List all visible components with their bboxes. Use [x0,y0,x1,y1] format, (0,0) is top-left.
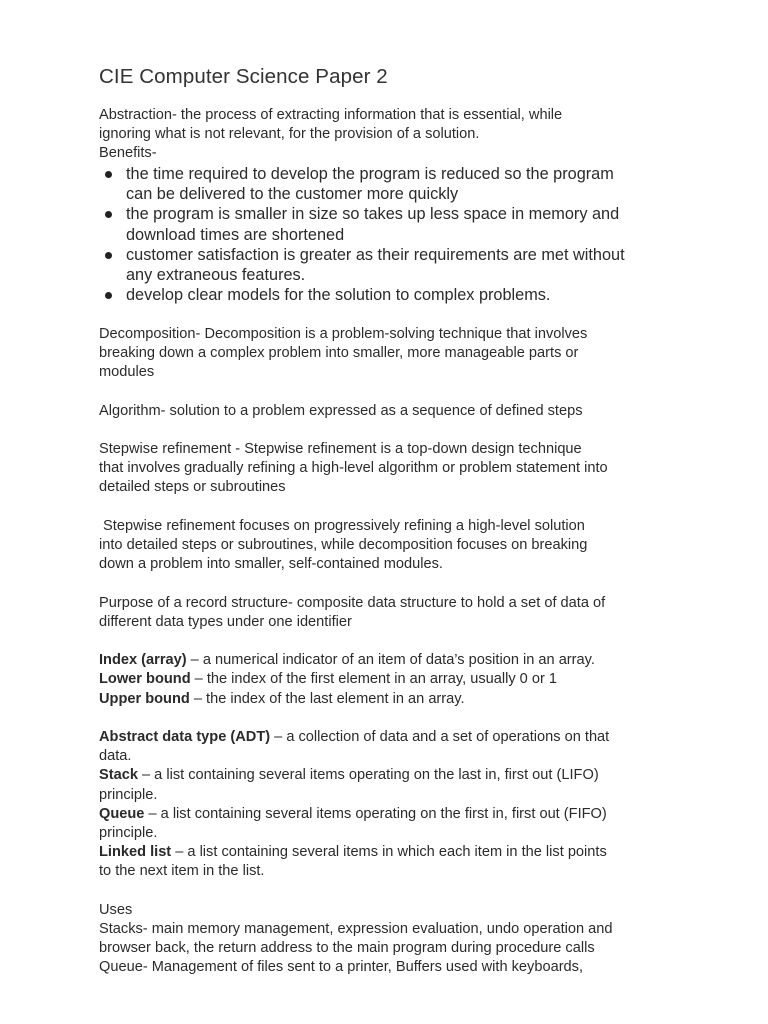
stepwise-line: detailed steps or subroutines [99,479,286,496]
term-name: Index (array) [99,652,187,669]
spacer [99,882,679,901]
uses-label: Uses [99,901,133,918]
record-line: Purpose of a record structure- composite data structure to hold a set of data of [99,594,606,611]
decomposition-line: breaking down a complex problem into smaller, more manageable parts or [99,345,579,362]
spacer [99,382,679,401]
uses-line: Stacks- main memory management, expression evaluation, undo operation and [99,921,613,938]
benefit-line: any extraneous features. [126,266,306,285]
stepwise-compare-line: Stepwise refinement focuses on progressively refining a high-level solution [99,517,585,534]
document-page [99,62,679,978]
benefit-item [126,285,679,305]
uses-line: browser back, the return address to the main program during procedure calls [99,940,595,957]
term-name: Upper bound [99,690,190,707]
benefits-list [99,164,679,306]
benefit-item [126,204,679,245]
spacer [99,421,679,440]
spacer [99,574,679,593]
benefit-line: develop clear models for the solution to complex problems. [126,286,551,305]
adt-term-line [99,805,679,824]
document-title: CIE Computer Science Paper 2 [99,65,388,88]
term-definition: – a list containing several items in which each item in the list points [171,844,607,861]
benefit-line: the time required to develop the program is reduced so the program [126,164,614,183]
uses-line: Queue- Management of files sent to a printer, Buffers used with keyboards, [99,959,584,976]
term-name: Stack [99,767,138,784]
term-name: Queue [99,805,145,822]
spacer [99,306,679,325]
adt-term-continuation: data. [99,748,132,765]
array-term-line [99,670,679,689]
adt-term-continuation: principle. [99,825,158,842]
record-line: different data types under one identifier [99,613,352,630]
algorithm-definition: Algorithm- solution to a problem expressed as a sequence of defined steps [99,402,583,419]
stepwise-line: that involves gradually refining a high-level algorithm or problem statement into [99,460,608,477]
benefits-label: Benefits- [99,145,157,162]
array-term-line [99,651,679,670]
decomposition-line: modules [99,364,155,381]
term-name: Lower bound [99,671,191,688]
bullet-icon [105,292,112,299]
term-definition: – the index of the first element in an array, usually 0 or 1 [190,671,557,688]
term-definition: – a collection of data and a set of operations on that [270,729,610,746]
bullet-icon [105,252,112,259]
benefit-item [126,245,679,286]
stepwise-compare-line: into detailed steps or subroutines, while decomposition focuses on breaking [99,537,588,554]
benefit-line: download times are shortened [126,225,345,244]
adt-term-line [99,766,679,785]
adt-term-line [99,843,679,862]
bullet-icon [105,211,112,218]
term-name: Linked list [99,844,172,861]
spacer [99,498,679,517]
term-definition: – a list containing several items operating on the first in, first out (FIFO) [144,805,607,822]
benefit-item [126,164,679,205]
term-definition: – a list containing several items operating on the last in, first out (LIFO) [137,767,599,784]
bullet-icon [105,171,112,178]
adt-term-line [99,728,679,747]
benefit-line: customer satisfaction is greater as their requirements are met without [126,245,625,264]
stepwise-line: Stepwise refinement - Stepwise refinement is a top-down design technique [99,441,582,458]
term-definition: – the index of the last element in an array. [189,690,465,707]
abstraction-definition-line: Abstraction- the process of extracting information that is essential, while [99,107,563,123]
spacer [99,632,679,651]
adt-term-continuation: principle. [99,786,158,803]
adt-term-continuation: to the next item in the list. [99,863,265,880]
benefit-line: the program is smaller in size so takes up less space in memory and [126,205,620,224]
term-definition: – a numerical indicator of an item of data’s position in an array. [186,652,595,669]
term-name: Abstract data type (ADT) [99,729,271,746]
stepwise-compare-line: down a problem into smaller, self-contained modules. [99,556,443,573]
benefit-line: can be delivered to the customer more quickly [126,184,459,203]
decomposition-line: Decomposition- Decomposition is a problem-solving technique that involves [99,325,588,342]
array-term-line [99,690,679,709]
spacer [99,709,679,728]
abstraction-definition-line: ignoring what is not relevant, for the provision of a solution. [99,126,480,143]
